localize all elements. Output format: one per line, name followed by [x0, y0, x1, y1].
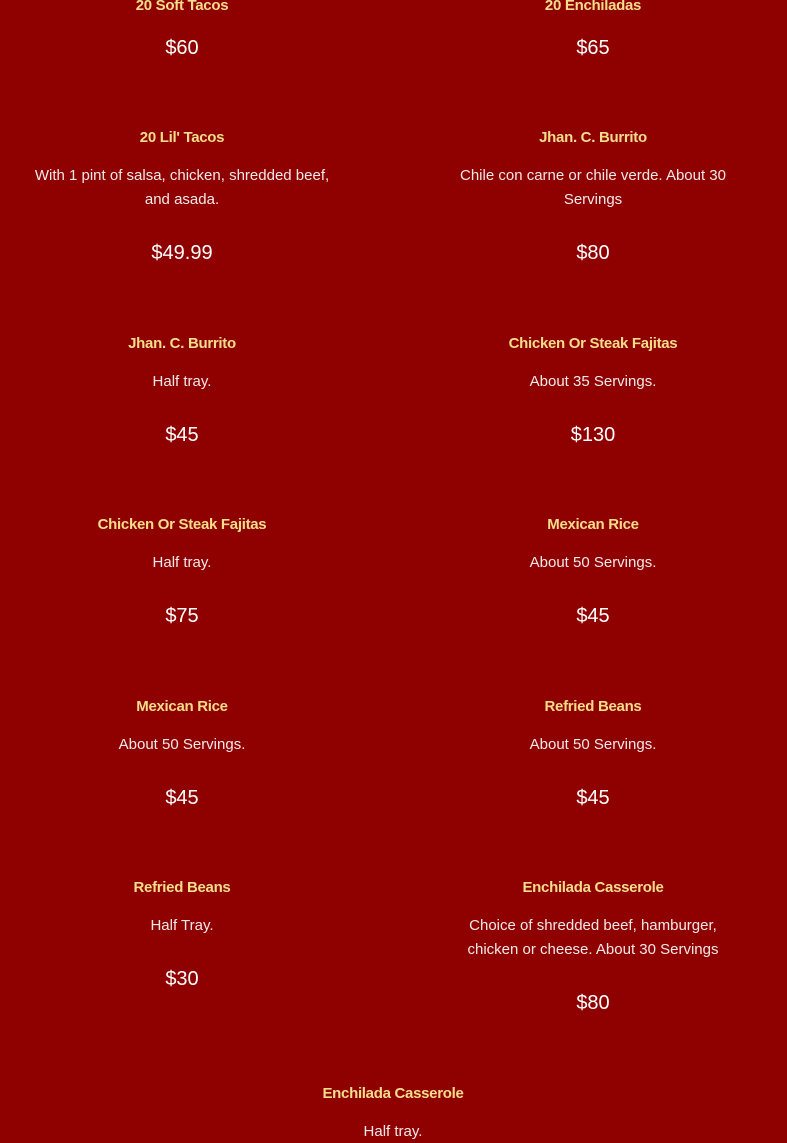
menu-item-price: $45 — [576, 787, 610, 809]
menu-item-name: 20 Lil' Tacos — [139, 129, 225, 146]
menu-item-description: Choice of shredded beef, hamburger, chicken or cheese. About 30 Servings — [467, 917, 719, 958]
menu-item-price: $80 — [576, 242, 610, 264]
menu-item-price: $75 — [165, 605, 199, 627]
menu-item-description: Half tray. — [152, 554, 212, 571]
menu-item — [443, 879, 743, 1015]
menu-item-description: Half tray. — [363, 1123, 423, 1140]
menu-item-price: $60 — [165, 37, 199, 59]
menu-item-price: $30 — [165, 968, 199, 990]
menu-item-name: Mexican Rice — [136, 698, 228, 715]
menu-item-price: $130 — [570, 424, 616, 446]
menu-item-description: About 50 Servings. — [118, 736, 246, 753]
menu-item-description: Chile con carne or chile verde. About 30 Servings — [460, 167, 726, 208]
menu-item-price: $45 — [576, 605, 610, 627]
menu-item-price: $45 — [165, 787, 199, 809]
menu-item — [32, 879, 332, 991]
menu-item — [443, 698, 743, 810]
menu-item-price: $49.99 — [151, 242, 213, 264]
menu-item — [443, 335, 743, 447]
menu-item-name: 20 Enchiladas — [544, 0, 642, 14]
menu-item — [32, 516, 332, 628]
menu-item — [443, 129, 743, 265]
menu-item-description: With 1 pint of salsa, chicken, shredded beef, and asada. — [34, 167, 330, 208]
menu-item-price: $80 — [576, 992, 610, 1014]
menu-item-name: Chicken Or Steak Fajitas — [97, 516, 267, 533]
menu-item-name: Jhan. C. Burrito — [128, 335, 236, 352]
menu-item-name: Chicken Or Steak Fajitas — [508, 335, 678, 352]
menu-item — [243, 1085, 543, 1143]
menu-item — [32, 698, 332, 810]
menu-item — [443, 0, 743, 60]
menu-item — [32, 0, 332, 60]
menu-item-name: Refried Beans — [544, 698, 642, 715]
menu-item-description: About 50 Servings. — [529, 554, 657, 571]
menu-item-description: About 50 Servings. — [529, 736, 657, 753]
menu-item-price: $65 — [576, 37, 610, 59]
menu-item — [443, 516, 743, 628]
menu-item-description: Half Tray. — [150, 917, 214, 934]
menu-item — [32, 129, 332, 265]
menu-item-name: Jhan. C. Burrito — [539, 129, 647, 146]
menu-item-name: Mexican Rice — [547, 516, 639, 533]
menu-item — [32, 335, 332, 447]
menu-item-name: Refried Beans — [133, 879, 231, 896]
menu-item-description: Half tray. — [152, 373, 212, 390]
menu-item-name: Enchilada Casserole — [322, 1085, 464, 1102]
menu-item-description: About 35 Servings. — [529, 373, 657, 390]
menu-item-price: $45 — [165, 424, 199, 446]
menu-item-name: Enchilada Casserole — [522, 879, 664, 896]
menu-item-name: 20 Soft Tacos — [135, 0, 229, 14]
